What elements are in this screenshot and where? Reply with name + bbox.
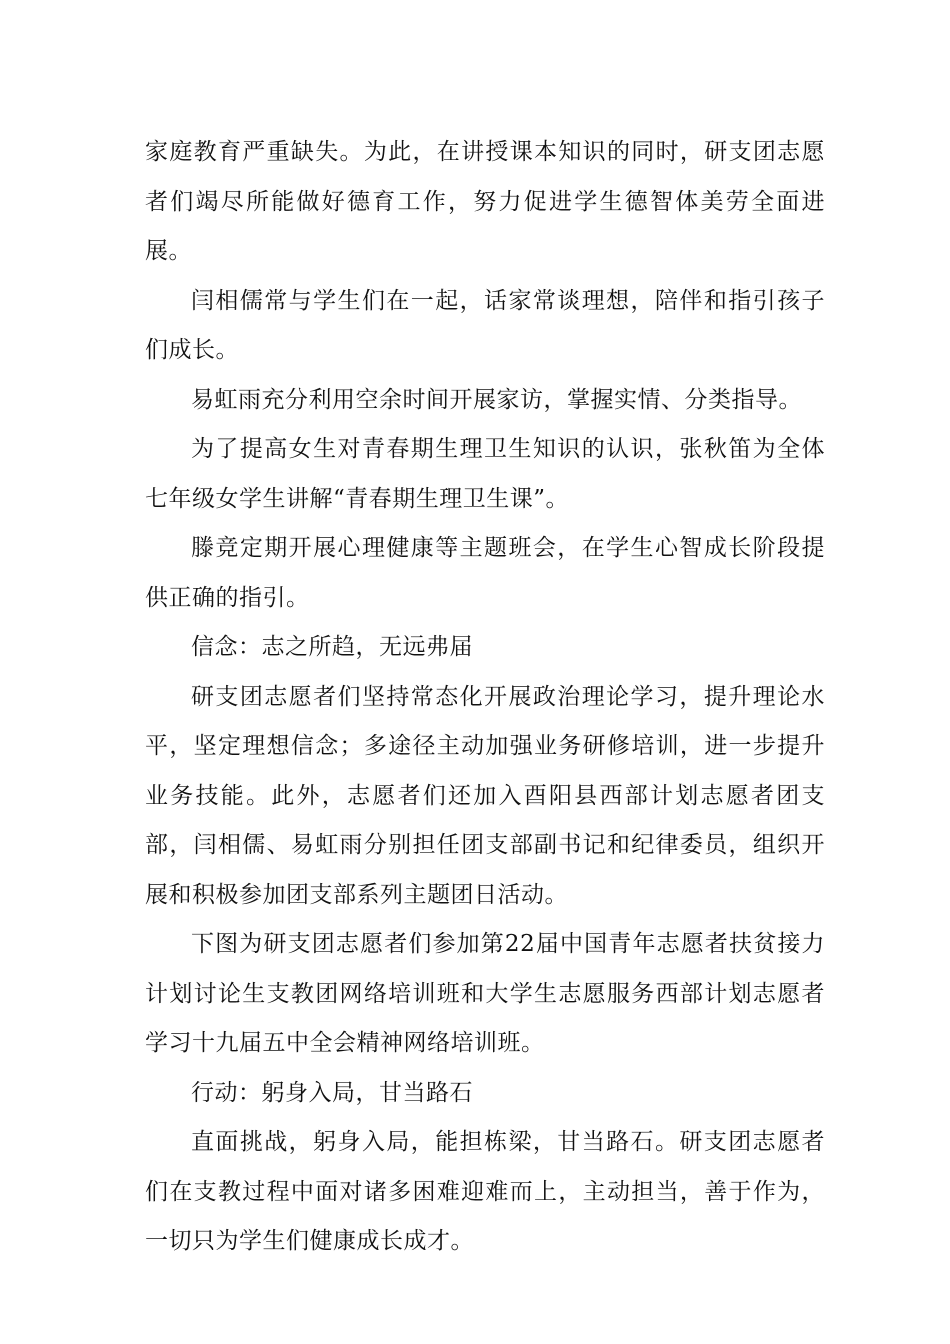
paragraph-face-challenges: 直面挑战，躬身入局，能担栋梁，甘当路石。研支团志愿者们在支教过程中面对诸多困难迎难而上，主动担当，善于作为，一切只为学生们健康成长成才。 [145,1129,825,1254]
paragraph-political-study: 研支团志愿者们坚持常态化开展政治理论学习，提升理论水平，坚定理想信念；多途径主动加强业务研修培训，进一步提升业务技能。此外，志愿者们还加入酉阳县西部计划志愿者团支部，闫相儒、易虹雨分别担任团支部副书记和纪律委员，组织开展和积极参加团支部系列主题团日活动。 [145,683,825,908]
document-body [145,128,825,1267]
paragraph-teng-jing: 滕竞定期开展心理健康等主题班会，在学生心智成长阶段提供正确的指引。 [145,535,825,611]
paragraph-yi-hongyu: 易虹雨充分利用空余时间开展家访，掌握实情、分类指导。 [191,386,802,413]
section-heading-belief: 信念：志之所趋，无远弗届 [191,634,473,660]
section-heading-action: 行动：躬身入局，甘当路石 [191,1079,473,1106]
paragraph-training-caption: 下图为研支团志愿者们参加第22届中国青年志愿者扶贫接力计划讨论生支教团网络培训班和大学生志愿服务西部计划志愿者学习十九届五中全会精神网络培训班。 [145,931,825,1056]
paragraph-yan-xiangru: 闫相儒常与学生们在一起，话家常谈理想，陪伴和指引孩子们成长。 [145,287,825,363]
paragraph-moral-education-intro: 家庭教育严重缺失。为此，在讲授课本知识的同时，研支团志愿者们竭尽所能做好德育工作，努力促进学生德智体美劳全面进展。 [145,139,825,264]
paragraph-zhang-qiudi: 为了提高女生对青春期生理卫生知识的认识，张秋笛为全体七年级女学生讲解“青春期生理卫生课”。 [145,436,825,512]
